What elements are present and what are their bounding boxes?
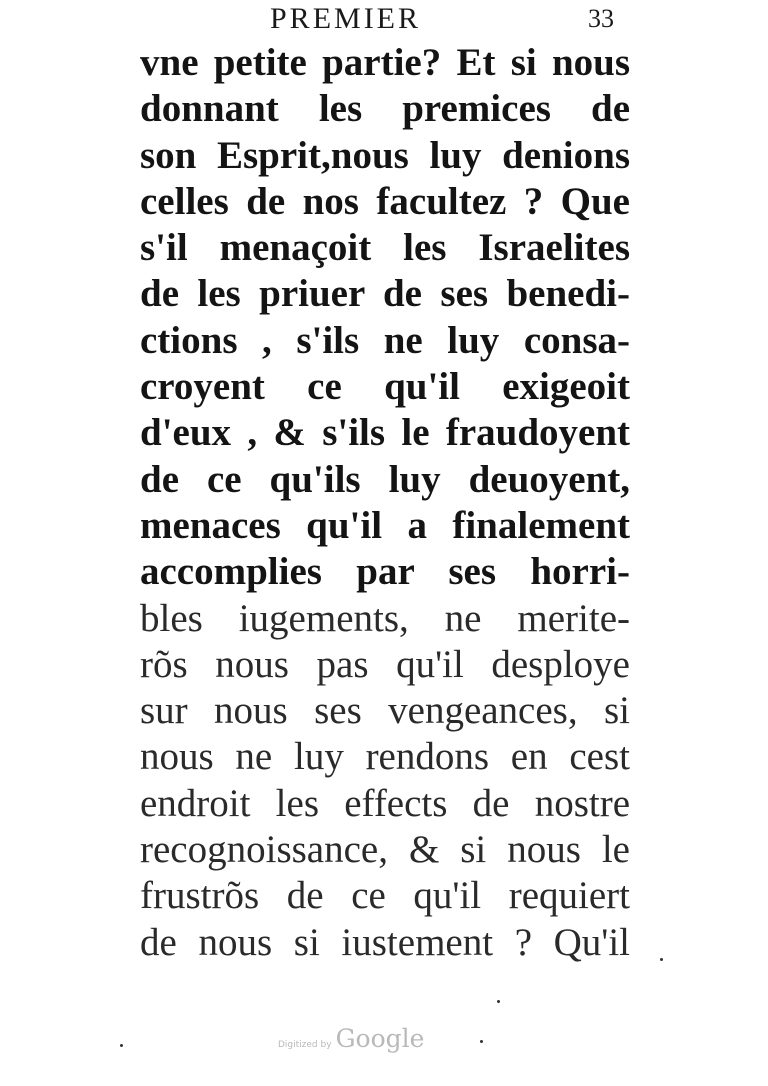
watermark-prefix: Digitized by bbox=[278, 1040, 332, 1050]
text-line: nous ne luy rendons en cest bbox=[140, 735, 630, 779]
text-line: d'eux , & s'ils le fraudoyent bbox=[140, 411, 630, 455]
text-line: s'il menaçoit les Israelites bbox=[140, 226, 630, 270]
text-line: de ce qu'ils luy deuoyent, bbox=[140, 457, 630, 501]
text-line: ctions , s'ils ne luy consa- bbox=[140, 318, 630, 362]
text-line: croyent ce qu'il exigeoit bbox=[140, 365, 630, 409]
body-text bbox=[140, 40, 630, 966]
ink-speck bbox=[660, 958, 663, 961]
text-line: accomplies par ses horri- bbox=[140, 550, 630, 594]
text-line: bles iugements, ne merite- bbox=[140, 596, 630, 640]
text-line: de nous si iustement ? Qu'il bbox=[140, 920, 630, 964]
ink-speck bbox=[497, 1000, 500, 1003]
text-line: donnant les premices de bbox=[140, 87, 630, 131]
page-number: 33 bbox=[588, 4, 614, 33]
text-line: frustrõs de ce qu'il requiert bbox=[140, 874, 630, 918]
digitized-watermark bbox=[278, 1024, 424, 1053]
text-line: rõs nous pas qu'il desploye bbox=[140, 642, 630, 686]
ink-speck bbox=[120, 1044, 123, 1047]
text-line: sur nous ses vengeances, si bbox=[140, 689, 630, 733]
text-line: endroit les effects de nostre bbox=[140, 781, 630, 825]
text-line: son Esprit,nous luy denions bbox=[140, 133, 630, 177]
running-head: PREMIER bbox=[270, 2, 422, 35]
text-line: vne petite partie? Et si nous bbox=[140, 41, 630, 84]
ink-speck bbox=[480, 1040, 483, 1043]
text-line: de les priuer de ses benedi- bbox=[140, 272, 630, 316]
google-logo: Google bbox=[335, 1024, 425, 1053]
text-line: menaces qu'il a finalement bbox=[140, 503, 630, 547]
text-line: celles de nos facultez ? Que bbox=[140, 179, 630, 223]
text-line: recognoissance, & si nous le bbox=[140, 828, 630, 872]
